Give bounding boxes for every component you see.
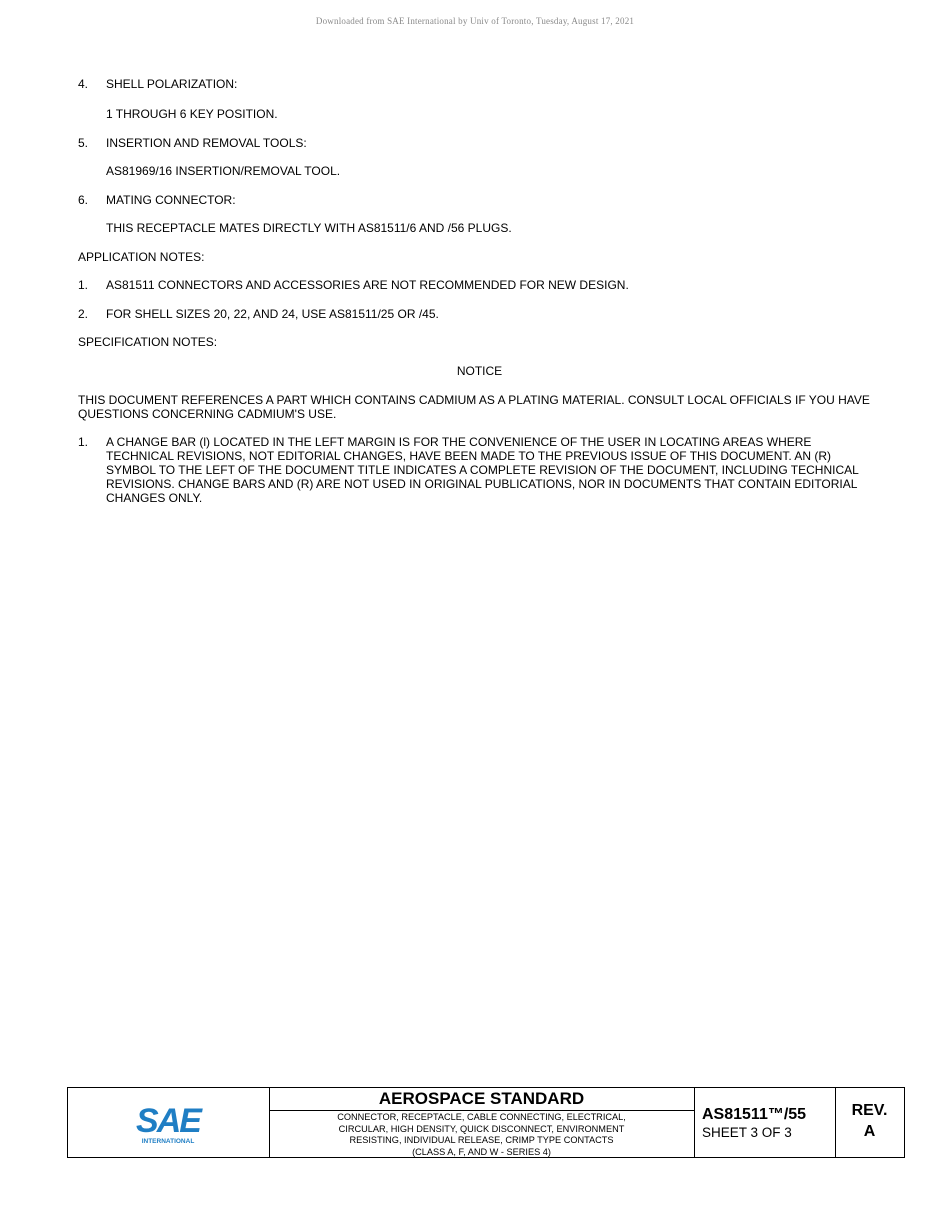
note-number: 1. [78,278,89,292]
note-text: FOR SHELL SIZES 20, 22, AND 24, USE AS81511/25 OR /45. [106,307,439,321]
desc-line-3: RESISTING, INDIVIDUAL RELEASE, CRIMP TYPE CONTACTS [349,1135,614,1145]
item-body: AS81969/16 INSERTION/REMOVAL TOOL. [106,164,341,178]
item-number: 6. [78,193,89,207]
sheet-number: SHEET 3 OF 3 [702,1125,792,1140]
note-text: A CHANGE BAR (l) LOCATED IN THE LEFT MARGIN IS FOR THE CONVENIENCE OF THE USER IN LOCATING AREAS WHERE TECHNICAL REVISIONS, NOT EDITORIAL CHANGES, HAVE BEEN MADE TO THE PREVIOUS ISSUE OF THIS DOCUMENT. AN (R) SYMBOL TO THE LEFT OF THE DOCUMENT TITLE INDICATES A COMPLETE REVISION OF THE DOCUMENT, INCLUDING TECHNICAL REVISIONS. CHANGE BARS AND (R) ARE NOT USED IN ORIGINAL PUBLICATIONS, NOR IN DOCUMENTS THAT CONTAIN EDITORIAL CHANGES ONLY. [106,435,859,505]
note-number: 2. [78,307,89,321]
download-watermark: Downloaded from SAE International by Univ of Toronto, Tuesday, August 17, 2021 [315,16,635,26]
item-number: 5. [78,136,89,150]
item-number: 4. [78,77,89,91]
standard-header: AEROSPACE STANDARD [269,1088,694,1111]
revision-cell [835,1088,904,1157]
item-title: SHELL POLARIZATION: [106,77,238,91]
part-description [269,1111,694,1158]
desc-line-4: (CLASS A, F, AND W - SERIES 4) [412,1146,551,1157]
sae-logo-text: SAE [136,1102,200,1140]
revision-label: REV. [851,1102,888,1119]
notice-title: NOTICE [456,364,503,378]
item-body: 1 THROUGH 6 KEY POSITION. [106,107,278,121]
title-description-cell [269,1088,695,1157]
desc-line-2: CIRCULAR, HIGH DENSITY, QUICK DISCONNECT, ENVIRONMENT [338,1123,625,1134]
document-number-cell [694,1088,836,1157]
revision-value: A [863,1123,876,1140]
note-text: AS81511 CONNECTORS AND ACCESSORIES ARE NOT RECOMMENDED FOR NEW DESIGN. [106,278,629,292]
title-block [67,1087,905,1158]
document-number: AS81511™/55 [702,1106,807,1123]
desc-line-1: CONNECTOR, RECEPTACLE, CABLE CONNECTING, ELECTRICAL, [337,1112,626,1122]
item-title: INSERTION AND REMOVAL TOOLS: [106,136,307,150]
item-title: MATING CONNECTOR: [106,193,236,207]
application-notes-heading: APPLICATION NOTES: [78,250,205,264]
sae-logo-subtext: INTERNATIONAL [141,1138,195,1145]
sae-logo [68,1088,269,1157]
item-body: THIS RECEPTACLE MATES DIRECTLY WITH AS81511/6 AND /56 PLUGS. [106,221,512,235]
specification-notes-heading: SPECIFICATION NOTES: [78,335,218,349]
notice-text: THIS DOCUMENT REFERENCES A PART WHICH CONTAINS CADMIUM AS A PLATING MATERIAL. CONSULT LOCAL OFFICIALS IF YOU HAVE QUESTIONS CONCERNING CADMIUM'S USE. [78,393,870,421]
sae-logo-cell [68,1088,270,1157]
note-number: 1. [78,435,89,449]
